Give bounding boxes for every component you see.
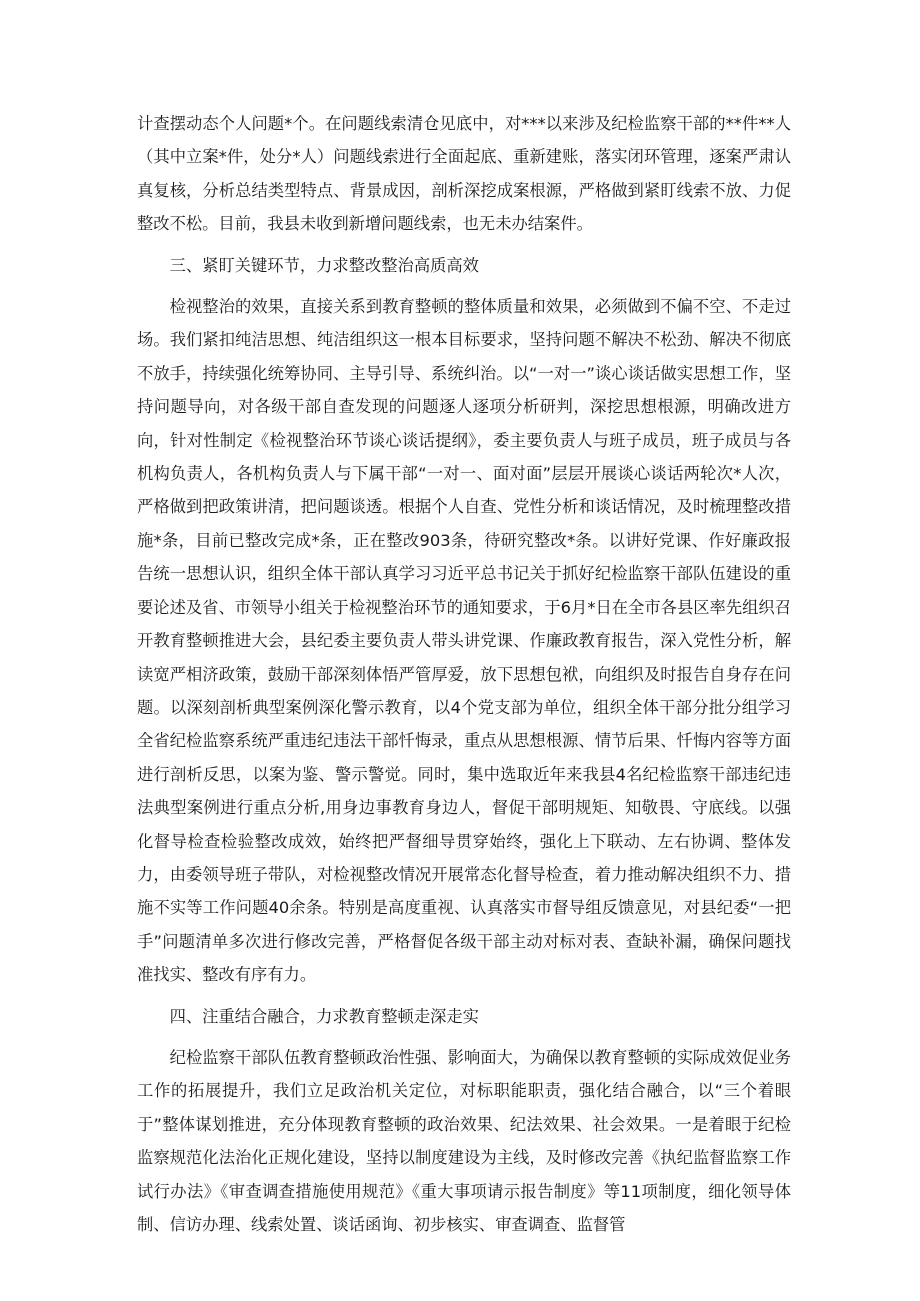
section-four-paragraph: 纪检监察干部队伍教育整顿政治性强、影响面大，为确保以教育整顿的实际成效促业务工作的拓展提升，我们立足政治机关定位，对标职能职责，强化结合融合，以“三个着眼于”整体谋划推进，充分体现教育整顿的政治效果、纪法效果、社会效果。一是着眼于纪检监察规范化法治化正规化建设，坚持以制度建设为主线，及时修改完善《执纪监督监察工作试行办法》《审查调查措施使用规范》《重大事项请示报告制度》等11项制度，细化领导体制、信访办理、线索处置、谈话函询、初步核实、审查调查、监督管 [137, 1047, 791, 1234]
section-three-paragraph: 检视整治的效果，直接关系到教育整顿的整体质量和效果，必须做到不偏不空、不走过场。我们紧扣纯洁思想、纯洁组织这一根本目标要求，坚持问题不解决不松劲、解决不彻底不放手，持续强化统筹协同、主导引导、系统纠治。以“一对一”谈心谈话做实思想工作，坚持问题导向，对各级干部自查发现的问题逐人逐项分析研判，深挖思想根源，明确改进方向，针对性制定《检视整治环节谈心谈话提纲》，委主要负责人与班子成员，班子成员与各机构负责人，各机构负责人与下属干部“一对一、面对面”层层开展谈心谈话两轮次*人次，严格做到把政策讲清，把问题谈透。根据个人自查、党性分析和谈话情况，及时梳理整改措施*条，目前已整改完成*条，正在整改903条，待研究整改*条。以讲好党课、作好廉政报告统一思想认识，组织全体干部认真学习习近平总书记关于抓好纪检监察干部队伍建设的重要论述及省、市领导小组关于检视整治环节的通知要求，于6月*日在全市各县区率先组织召开教育整顿推进大会，县纪委主要负责人带头讲党课、作廉政教育报告，深入党性分析，解读宽严相济政策，鼓励干部深刻体悟严管厚爱，放下思想包袱，向组织及时报告自身存在问题。以深刻剖析典型案例深化警示教育，以4个党支部为单位，组织全体干部分批分组学习全省纪检监察系统严重违纪违法干部忏悔录，重点从思想根源、情节后果、忏悔内容等方面进行剖析反思，以案为鉴、警示警觉。同时，集中选取近年来我县4名纪检监察干部违纪违法典型案例进行重点分析,用身边事教育身边人，督促干部明规矩、知敬畏、守底线。以强化督导检查检验整改成效，始终把严督细导贯穿始终，强化上下联动、左右协调、整体发力，由委领导班子带队，对检视整改情况开展常态化督导检查，着力推动解决组织不力、措施不实等工作问题40余条。特别是高度重视、认真落实市督导组反馈意见，对县纪委“一把手”问题清单多次进行修改完善，严格督促各级干部主动对标对表、查缺补漏，确保问题找准找实、整改有序有力。 [137, 297, 791, 985]
document-page [137, 107, 791, 1241]
section-three-heading: 三、紧盯关键环节，力求整改整治高质高效 [169, 255, 479, 275]
section-four-heading: 四、注重结合融合，力求教育整顿走深走实 [169, 1006, 479, 1026]
continuation-paragraph: 计查摆动态个人问题*个。在问题线索清仓见底中，对***以来涉及纪检监察干部的**件**人（其中立案*件，处分*人）问题线索进行全面起底、重新建账，落实闭环管理，逐案严肃认真复核，分析总结类型特点、背景成因，剖析深挖成案根源，严格做到紧盯线索不放、力促整改不松。目前，我县未收到新增问题线索，也无未办结案件。 [137, 114, 791, 234]
